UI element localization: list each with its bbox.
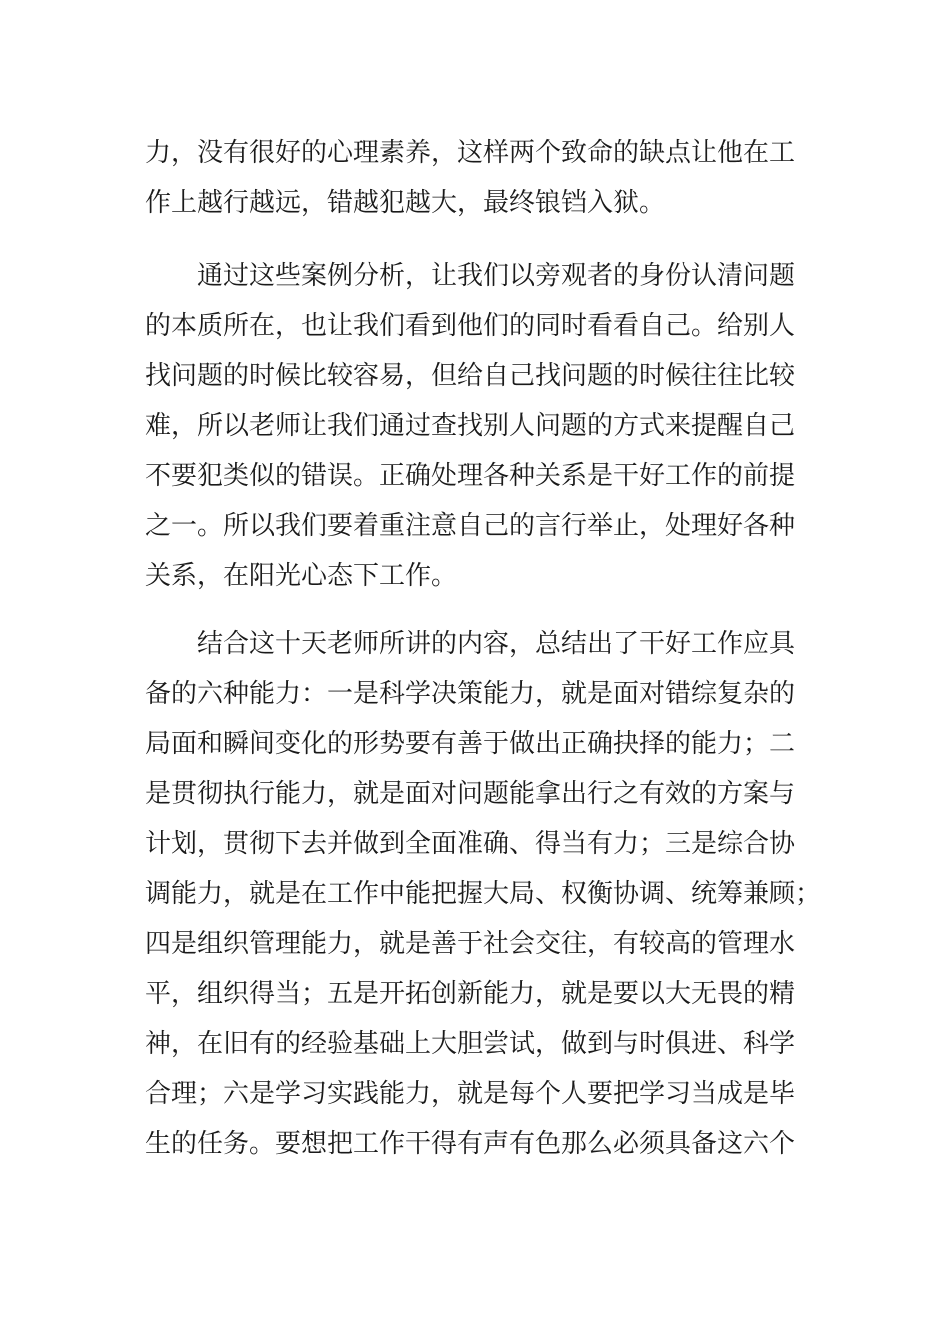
text-line: 平，组织得当；五是开拓创新能力，就是要以大无畏的精 <box>145 979 796 1009</box>
text-line: 结合这十天老师所讲的内容，总结出了干好工作应具 <box>145 629 796 659</box>
text-line: 作上越行越远，错越犯越大，最终锒铛入狱。 <box>145 188 666 218</box>
text-line: 调能力，就是在工作中能把握大局、权衡协调、统筹兼顾； <box>145 879 822 909</box>
text-line: 关系，在阳光心态下工作。 <box>145 561 458 591</box>
text-line: 生的任务。要想把工作干得有声有色那么必须具备这六个 <box>145 1129 796 1159</box>
paragraph-3 <box>145 619 822 1169</box>
text-line: 合理；六是学习实践能力，就是每个人要把学习当成是毕 <box>145 1079 796 1109</box>
text-line: 神，在旧有的经验基础上大胆尝试，做到与时俱进、科学 <box>145 1029 796 1059</box>
paragraph-1 <box>145 128 796 228</box>
text-line: 的本质所在，也让我们看到他们的同时看看自己。给别人 <box>145 311 796 341</box>
text-line: 难，所以老师让我们通过查找别人问题的方式来提醒自己 <box>145 411 796 441</box>
text-line: 局面和瞬间变化的形势要有善于做出正确抉择的能力；二 <box>145 729 796 759</box>
text-line: 四是组织管理能力，就是善于社会交往，有较高的管理水 <box>145 929 796 959</box>
text-line: 找问题的时候比较容易，但给自己找问题的时候往往比较 <box>145 361 796 391</box>
text-line: 备的六种能力：一是科学决策能力，就是面对错综复杂的 <box>145 679 796 709</box>
text-line: 计划，贯彻下去并做到全面准确、得当有力；三是综合协 <box>145 829 796 859</box>
text-line: 通过这些案例分析，让我们以旁观者的身份认清问题 <box>145 261 796 291</box>
paragraph-2 <box>145 251 796 601</box>
text-line: 力，没有很好的心理素养，这样两个致命的缺点让他在工 <box>145 138 796 168</box>
text-line: 之一。所以我们要着重注意自己的言行举止，处理好各种 <box>145 511 796 541</box>
text-line: 不要犯类似的错误。正确处理各种关系是干好工作的前提 <box>145 461 796 491</box>
text-line: 是贯彻执行能力，就是面对问题能拿出行之有效的方案与 <box>145 779 796 809</box>
